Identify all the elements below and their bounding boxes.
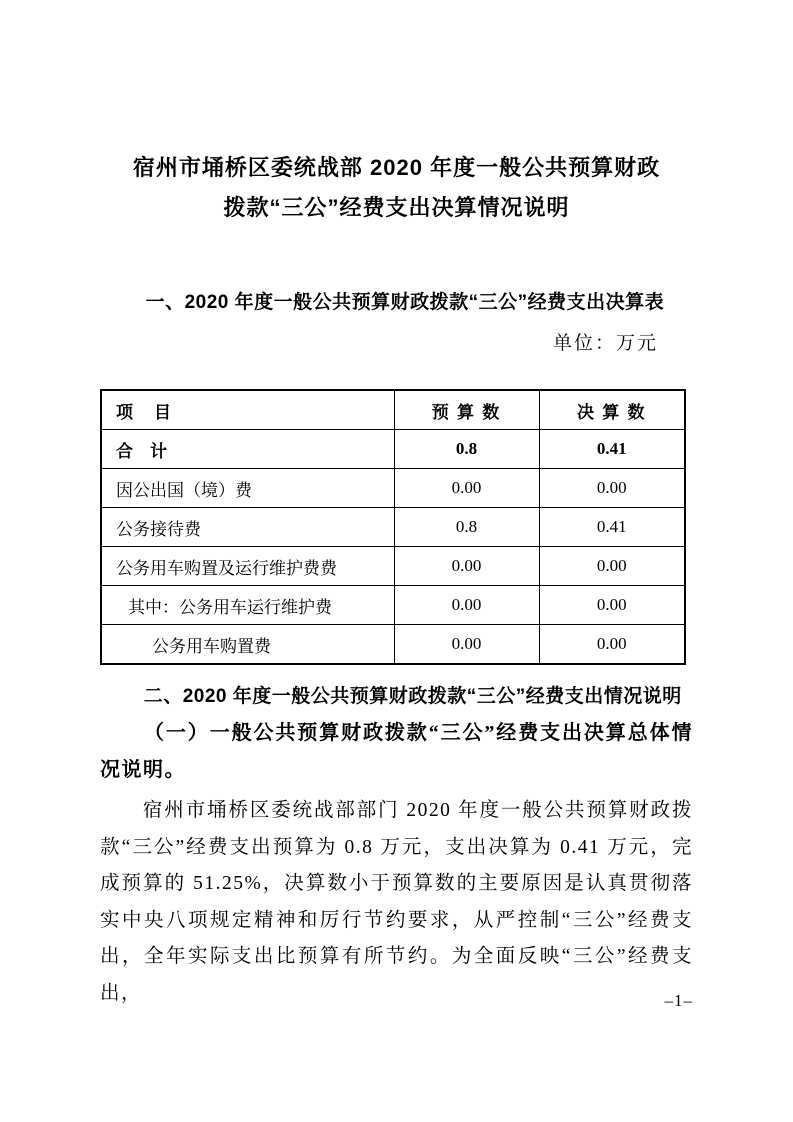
table-cell-item: 其中：公务用车运行维护费 xyxy=(101,586,394,625)
document-title xyxy=(100,148,693,228)
table-cell-budget: 0.00 xyxy=(394,586,539,625)
document-title-line1: 宿州市埇桥区委统战部 2020 年度一般公共预算财政 xyxy=(132,155,661,180)
table-cell-item: 合 计 xyxy=(101,430,394,469)
table-cell-item: 因公出国（境）费 xyxy=(101,469,394,508)
table-cell-budget: 0.00 xyxy=(394,625,539,665)
table-cell-final: 0.00 xyxy=(539,469,685,508)
unit-label: 单位：万元 xyxy=(552,333,658,354)
budget-table xyxy=(100,389,686,665)
table-cell-budget: 0.8 xyxy=(394,430,539,469)
document-title-line2: 拨款“三公”经费支出决算情况说明 xyxy=(223,195,570,220)
table-row-reception-fee xyxy=(101,508,685,547)
section-two-paragraph: 宿州市埇桥区委统战部部门 2020 年度一般公共预算财政拨款“三公”经费支出预算为 0.8 万元，支出决算为 0.41 万元，完成预算的 51.25%，决算数小于预算数的主要原因是认真贯彻落实中央八项规定精神和厉行节约要求，从严控制“三公”经费支出，全年实际支出比预算有所节约。为全面反映“三公”经费支出， xyxy=(100,800,693,1004)
table-cell-final: 0.41 xyxy=(539,430,685,469)
table-cell-item: 公务接待费 xyxy=(101,508,394,547)
table-row-vehicle-total xyxy=(101,547,685,586)
page-number: –1– xyxy=(664,991,693,1010)
table-row-vehicle-purchase xyxy=(101,625,685,665)
table-cell-budget: 0.8 xyxy=(394,508,539,547)
table-cell-item: 公务用车购置费 xyxy=(101,625,394,665)
table-header-budget: 预 算 数 xyxy=(394,390,539,430)
section-one-heading: 一、2020 年度一般公共预算财政拨款“三公”经费支出决算表 xyxy=(145,292,665,313)
table-cell-budget: 0.00 xyxy=(394,547,539,586)
table-row-total xyxy=(101,430,685,469)
table-cell-final: 0.00 xyxy=(539,586,685,625)
section-two-subheading: （一）一般公共预算财政拨款“三公”经费支出决算总体情况说明。 xyxy=(100,722,693,781)
table-row-abroad-fee xyxy=(101,469,685,508)
section-two-heading: 二、2020 年度一般公共预算财政拨款“三公”经费支出情况说明 xyxy=(143,686,682,707)
table-row-vehicle-maintenance xyxy=(101,586,685,625)
table-cell-final: 0.00 xyxy=(539,625,685,665)
table-header-row xyxy=(101,390,685,430)
table-header-item: 项 目 xyxy=(101,390,394,430)
table-cell-final: 0.41 xyxy=(539,508,685,547)
table-header-final: 决 算 数 xyxy=(539,390,685,430)
table-cell-final: 0.00 xyxy=(539,547,685,586)
table-cell-item: 公务用车购置及运行维护费费 xyxy=(101,547,394,586)
table-cell-budget: 0.00 xyxy=(394,469,539,508)
